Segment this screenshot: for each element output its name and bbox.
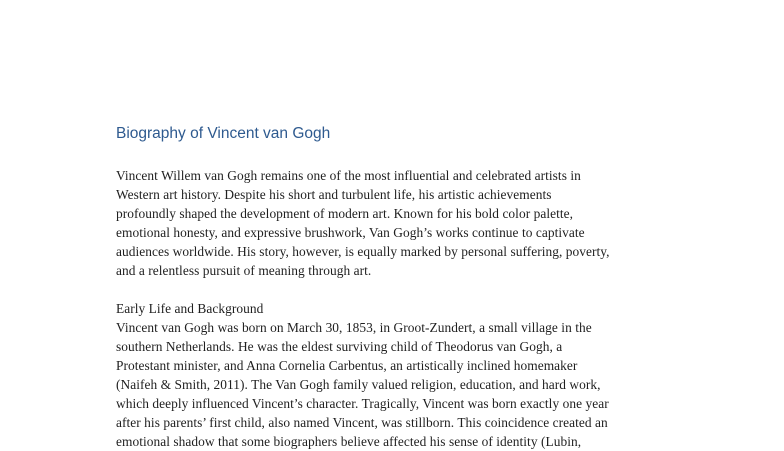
section-line-5: which deeply influenced Vincent’s character. Tragically, Vincent was born exactly one year <box>116 396 609 411</box>
section-line-6: after his parents’ first child, also named Vincent, was stillborn. This coincidence created an <box>116 415 608 430</box>
intro-line-2: Western art history. Despite his short and turbulent life, his artistic achievements <box>116 187 552 202</box>
intro-line-5: audiences worldwide. His story, however, is equally marked by personal suffering, poverty, <box>116 244 610 259</box>
intro-paragraph <box>116 166 610 280</box>
section-line-4: (Naifeh & Smith, 2011). The Van Gogh family valued religion, education, and hard work, <box>116 377 601 392</box>
section-line-3: Protestant minister, and Anna Cornelia Carbentus, an artistically inclined homemaker <box>116 358 578 373</box>
intro-line-1: Vincent Willem van Gogh remains one of the most influential and celebrated artists in <box>116 168 581 183</box>
section-line-7: emotional shadow that some biographers believe affected his sense of identity (Lubin, <box>116 434 582 449</box>
section-heading: Early Life and Background <box>116 301 264 316</box>
intro-line-4: emotional honesty, and expressive brushwork, Van Gogh’s works continue to captivate <box>116 225 585 240</box>
intro-line-6: and a relentless pursuit of meaning through art. <box>116 263 372 278</box>
early-life-section <box>116 299 609 451</box>
section-line-2: southern Netherlands. He was the eldest surviving child of Theodorus van Gogh, a <box>116 339 563 354</box>
section-line-1: Vincent van Gogh was born on March 30, 1853, in Groot-Zundert, a small village in the <box>116 320 592 335</box>
intro-line-3: profoundly shaped the development of modern art. Known for his bold color palette, <box>116 206 574 221</box>
document-title: Biography of Vincent van Gogh <box>116 125 331 142</box>
